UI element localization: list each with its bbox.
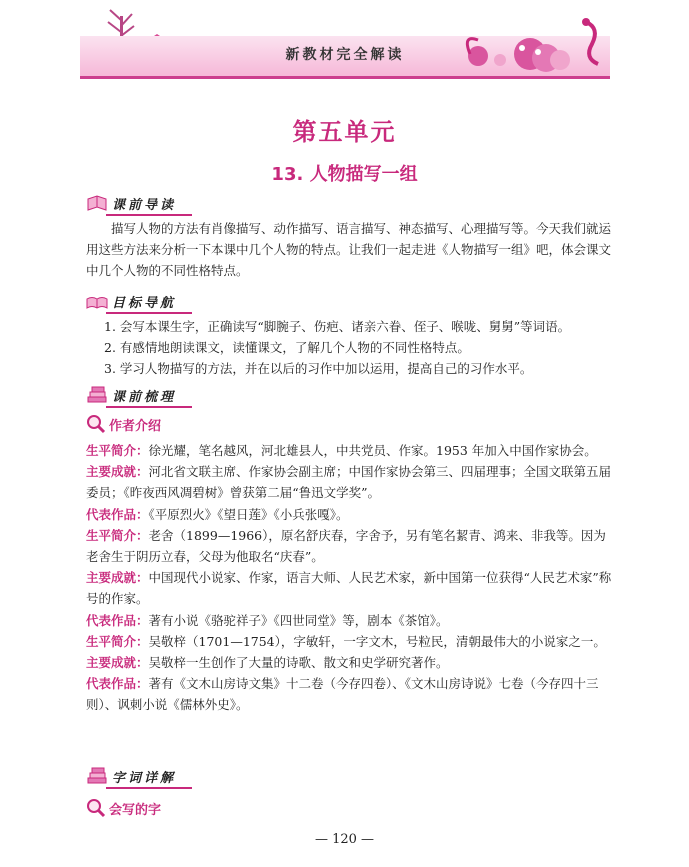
section-goals-heading [86,290,176,312]
author-heading [86,414,161,434]
floral-illustration [460,14,610,78]
stacked-books-icon [86,385,108,405]
stacked-books-icon [86,766,108,786]
entry-key: 主要成就： [86,464,149,480]
magnifier-icon [86,798,106,818]
author-entry [86,631,616,652]
entry-key: 代表作品： [86,612,149,628]
section-goals-label: 目标导航 [112,295,177,311]
entry-text: 著有小说《骆驼祥子》《四世同堂》等，剧本《茶馆》。 [148,612,449,628]
entry-key: 主要成就： [86,570,149,586]
open-book-icon [86,291,108,311]
book-title: 新教材完全解读 [285,47,405,63]
entry-text: 中国现代小说家、作家，语言大师、人民艺术家，新中国第一位获得“人民艺术家”称号的作家。 [86,570,612,607]
author-entry [86,440,616,461]
writable-label: 会写的字 [109,802,162,818]
section-underline [106,312,192,314]
preview-paragraph: 描写人物的方法有肖像描写、动作描写、语言描写、神态描写、心理描写等。今天我们就运用这些方法来分析一下本课中几个人物的特点。让我们一起走进《人物描写一组》吧，体会课文中几个人物的不同性格特点。 [86,221,612,278]
writable-heading [86,798,161,818]
entry-text: 吴敬梓（1701—1754），字敏轩，一字文木，号粒民，清朝最伟大的小说家之一。 [148,633,606,649]
entry-text: 吴敬梓一生创作了大量的诗歌、散文和史学研究著作。 [148,655,449,671]
page-number: — 120 — [314,832,375,847]
section-words-label: 字词详解 [112,770,177,786]
goal-item: 1. 会写本课生字，正确读写“脚腕子、伤疤、诸亲六眷、侄子、喉咙、舅舅”等词语。 [104,319,571,334]
author-entry [86,673,616,715]
section-underline [106,787,192,789]
goal-item: 2. 有感情地朗读课文，读懂课文，了解几个人物的不同性格特点。 [104,340,470,355]
entry-text: 《平原烈火》《望日莲》《小兵张嘎》。 [148,506,349,522]
author-entry [86,567,616,609]
section-preview-heading [86,192,176,214]
entry-key: 代表作品： [86,676,149,692]
section-underline [106,406,192,408]
entry-key: 生平简介： [86,443,149,458]
entry-key: 主要成就： [86,655,149,671]
entry-text: 老舍（1899—1966），原名舒庆春，字舍予，另有笔名絜青、鸿来、非我等。因为老舍生于阴历立春，父母为他取名“庆春”。 [86,527,606,565]
section-review-heading [86,384,176,406]
author-entry [86,504,616,525]
author-entry [86,652,616,673]
author-entries [86,440,616,716]
entry-key: 代表作品： [86,506,149,522]
author-entry [86,610,616,631]
section-underline [106,214,192,216]
goal-item: 3. 学习人物描写的方法，并在以后的习作中加以运用，提高自己的习作水平。 [104,361,533,376]
lesson-title: 13. 人物描写一组 [271,164,418,185]
entry-text: 河北省文联主席、作家协会副主席；中国作家协会第三、四届理事；全国文联第五届委员；《昨夜西风凋碧树》曾获第二届“鲁迅文学奖”。 [86,464,612,501]
page-header [80,6,610,78]
section-preview-label: 课前导读 [112,197,177,213]
book-icon [86,193,108,213]
entry-text: 徐光耀，笔名越风，河北雄县人，中共党员、作家。1953 年加入中国作家协会。 [148,443,597,458]
magnifier-icon [86,414,106,434]
section-review-label: 课前梳理 [112,389,177,405]
author-entry [86,525,616,567]
entry-text: 著有《文木山房诗文集》十二卷（今存四卷）、《文木山房诗说》七卷（今存四十三则）、讽刺小说《儒林外史》。 [86,676,599,713]
entry-key: 生平简介： [86,633,149,649]
unit-title: 第五单元 [292,118,397,146]
author-label: 作者介绍 [109,418,162,434]
entry-key: 生平简介： [86,527,149,543]
author-entry [86,461,616,503]
section-words-heading [86,765,176,787]
